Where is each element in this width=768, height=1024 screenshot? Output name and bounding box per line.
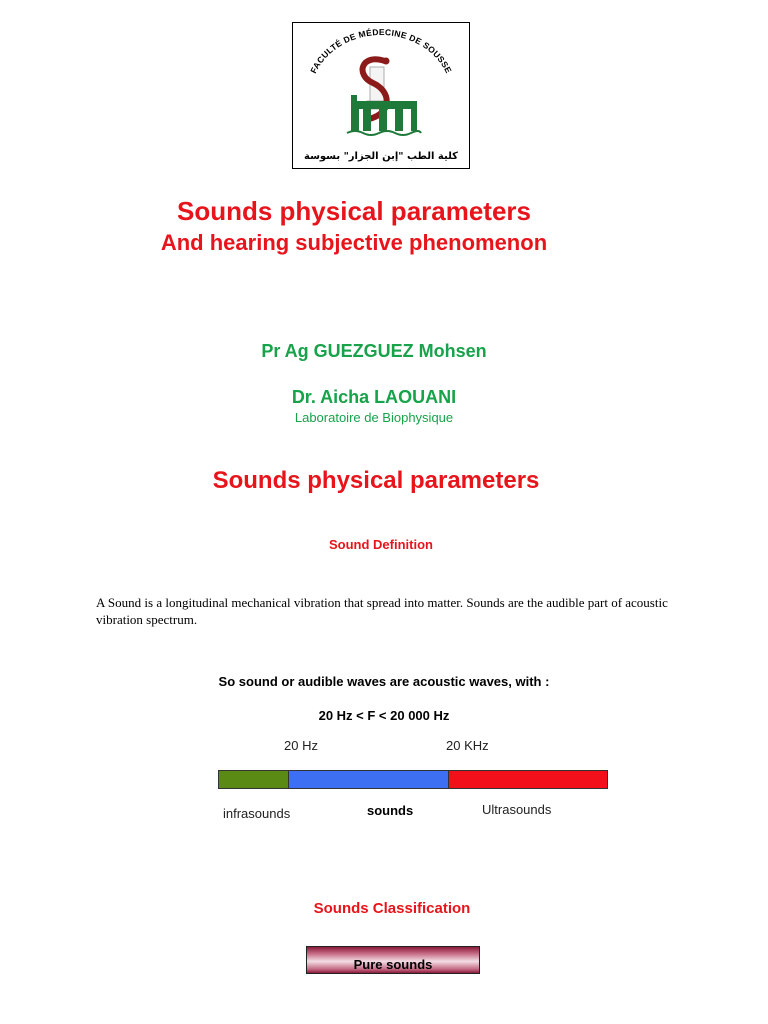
laboratory: Laboratoire de Biophysique — [294, 410, 454, 425]
definition-paragraph: A Sound is a longitudinal mechanical vibration that spread into matter. Sounds are the audible part of acoustic vibration spectrum. — [96, 595, 668, 627]
pure-sounds-button[interactable] — [306, 946, 480, 974]
section-title: Sounds physical parameters — [212, 467, 540, 494]
infrasounds-label: infrasounds — [223, 806, 291, 821]
tick-20khz: 20 KHz — [446, 738, 489, 753]
audible-waves-statement: So sound or audible waves are acoustic waves, with : — [218, 674, 550, 689]
main-title: Sounds physical parameters — [176, 196, 532, 226]
frequency-range: 20 Hz < F < 20 000 Hz — [318, 708, 450, 723]
sounds-segment — [289, 770, 449, 789]
ultrasounds-label: Ultrasounds — [482, 802, 552, 817]
main-subtitle: And hearing subjective phenomenon — [160, 230, 548, 255]
ultrasounds-segment — [449, 770, 608, 789]
sounds-label: sounds — [367, 803, 414, 818]
tick-20hz: 20 Hz — [284, 738, 318, 753]
pure-sounds-label: Pure sounds — [353, 957, 433, 972]
faculty-logo — [292, 22, 470, 169]
frequency-spectrum-bar — [218, 770, 608, 789]
author-1: Pr Ag GUEZGUEZ Mohsen — [261, 341, 487, 361]
infrasounds-segment — [218, 770, 289, 789]
logo-arabic-text: كلية الطب "إبن الجزار" بسوسة — [304, 151, 458, 162]
author-2: Dr. Aicha LAOUANI — [291, 387, 457, 407]
sounds-classification-heading: Sounds Classification — [313, 900, 471, 917]
faculty-logo-graphic — [293, 23, 469, 168]
sound-definition-heading: Sound Definition — [329, 537, 433, 552]
logo-arc-text: FACULTÉ DE MÉDECINE DE SOUSSE — [308, 26, 454, 75]
